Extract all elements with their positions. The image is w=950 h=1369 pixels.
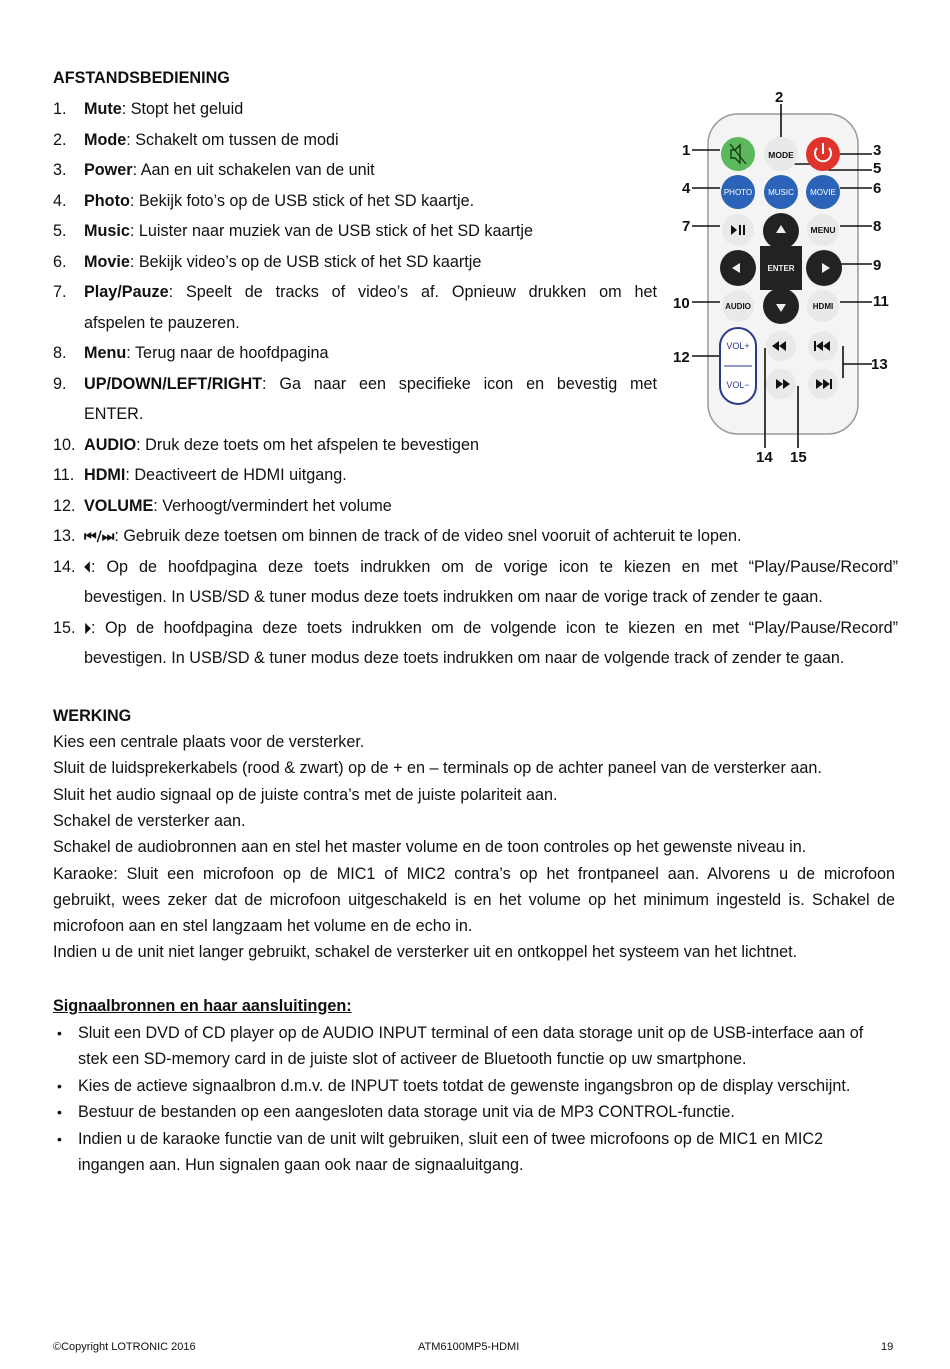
list-item-text (84, 613, 898, 644)
list-item-term: Photo (84, 191, 130, 210)
vol-down-label: VOL− (726, 380, 750, 390)
list-item-description: : Op de hoofdpagina deze toets indrukken om de volgende icon te kiezen en met “Play/Pause/Record” (91, 618, 898, 637)
list-item-text (84, 216, 657, 246)
list-item-description: : Stopt het geluid (121, 100, 244, 118)
werking-line: Karaoke: Sluit een microfoon op de MIC1 of MIC2 contra’s op het frontpaneel aan. Alvorens u de microfoon (53, 864, 895, 883)
callout-3: 3 (873, 142, 882, 159)
list-item-text (84, 430, 657, 460)
list-item-number: 6. (53, 252, 67, 271)
list-item-text (84, 552, 898, 583)
callout-6: 6 (873, 180, 882, 197)
callout-10: 10 (673, 295, 690, 312)
callout-15: 15 (790, 449, 807, 466)
list-item-term: HDMI (84, 466, 126, 484)
list-item-continuation: bevestigen. In USB/SD & tuner modus deze toets indrukken om naar de vorige track of zender te gaan. (84, 588, 823, 606)
list-item-continuation: afspelen te pauzeren. (84, 313, 240, 332)
vol-up-label: VOL+ (726, 341, 750, 351)
werking-line: Sluit de luidsprekerkabels (rood & zwart) op de + en – terminals op de achter paneel van de versterker aan. (53, 759, 822, 778)
callout-13: 13 (871, 356, 888, 373)
list-item (53, 521, 898, 551)
fast-forward-icon: ⏵ (84, 620, 91, 637)
list-item-term: Movie (84, 252, 130, 271)
list-item-text (84, 247, 657, 277)
list-item-number: 11. (53, 466, 75, 484)
list-item-number: 4. (53, 191, 67, 210)
list-item-text (84, 125, 657, 155)
list-item-text (84, 521, 898, 552)
enter-label: ENTER (767, 264, 795, 273)
list-item-term: Mute (84, 100, 122, 118)
list-item-text (84, 491, 657, 521)
list-item-text (84, 369, 657, 399)
callout-12: 12 (673, 349, 690, 366)
list-item-number: 2. (53, 130, 67, 149)
callout-2: 2 (775, 89, 784, 106)
bullet-icon: • (57, 1025, 62, 1041)
werking-line: Sluit het audio signaal op de juiste contra’s met de juiste polariteit aan. (53, 785, 558, 804)
list-item-continuation: ENTER. (84, 405, 144, 423)
menu-label: MENU (810, 225, 836, 235)
callout-5: 5 (873, 160, 882, 177)
list-item-description: : Aan en uit schakelen van de unit (132, 161, 375, 179)
section-heading-signaalbronnen: Signaalbronnen en haar aansluitingen: (53, 997, 352, 1015)
list-item-description: : Speelt de tracks of video’s af. Opnieuw drukken om het (168, 283, 657, 301)
bullet-icon: • (57, 1077, 62, 1094)
list-item-number: 3. (53, 161, 67, 179)
list-item-term: Menu (84, 344, 127, 362)
list-item-number: 8. (53, 344, 67, 362)
list-item-description: : Schakelt om tussen de modi (126, 130, 339, 149)
list-item-description: : Verhoogt/vermindert het volume (153, 496, 392, 515)
list-item-number: 15. (53, 618, 76, 637)
list-item-number: 1. (53, 100, 67, 118)
list-item-number: 13. (53, 527, 76, 545)
list-item-number: 7. (53, 283, 67, 301)
list-item-text (84, 186, 657, 216)
music-label: MUSIC (768, 188, 794, 197)
list-item-description: : Ga naar een specifieke icon en bevestig met (262, 374, 657, 393)
list-item-description: : Terug naar de hoofdpagina (126, 344, 329, 362)
list-item-term: Power (84, 161, 133, 179)
list-item-text (84, 277, 657, 307)
list-item-term: UP/DOWN/LEFT/RIGHT (84, 374, 263, 393)
list-item (53, 613, 898, 643)
callout-4: 4 (682, 180, 691, 197)
rewind-icon: ⏴ (84, 559, 91, 576)
list-item-description: : Bekijk video’s op de USB stick of het SD kaartje (129, 252, 482, 271)
list-item-text (84, 460, 657, 490)
list-item-number: 5. (53, 222, 67, 240)
movie-label: MOVIE (810, 188, 836, 197)
section-heading-werking: WERKING (53, 707, 132, 725)
list-item-number: 14. (53, 557, 76, 576)
bullet-line: Kies de actieve signaalbron d.m.v. de INPUT toets totdat de gewenste ingangsbron op de display verschijnt. (78, 1076, 851, 1095)
list-item-description: : Deactiveert de HDMI uitgang. (125, 466, 347, 484)
list-item-term: Mode (84, 130, 127, 149)
werking-line: Indien u de unit niet langer gebruikt, schakel de versterker uit en ontkoppel het systeem van het lichtnet. (53, 943, 798, 962)
audio-label: AUDIO (725, 302, 751, 311)
callout-7: 7 (682, 218, 691, 235)
list-item-description: : Bekijk foto’s op de USB stick of het SD kaartje. (129, 191, 475, 210)
list-item-term: Music (84, 222, 130, 240)
werking-line: gebruikt, wees zeker dat de microfoon uitgeschakeld is en het volume op het minimum ingesteld is. Schakel de (53, 890, 895, 909)
bullet-line: ingangen aan. Hun signalen gaan ook naar de signaaluitgang. (78, 1156, 524, 1174)
mode-label: MODE (768, 150, 794, 160)
skip-icon: ⏮/⏭ (84, 529, 115, 545)
list-item (53, 552, 898, 582)
werking-line: microfoon aan en stel langzaam het volume en de echo in. (53, 917, 473, 936)
bullet-line: stek een SD-memory card in de juiste slot of activeer de Bluetooth functie op uw smartphone. (78, 1050, 747, 1069)
list-item-text (84, 338, 657, 368)
list-item-continuation: bevestigen. In USB/SD & tuner modus deze toets indrukken om naar de volgende track of zender te gaan. (84, 649, 845, 667)
footer-page-number: 19 (881, 1341, 894, 1353)
werking-line: Schakel de versterker aan. (53, 811, 246, 830)
play-pause-button[interactable] (722, 214, 754, 246)
photo-label: PHOTO (723, 188, 753, 197)
werking-line: Schakel de audiobronnen aan en stel het master volume en de toon controles op het gewenste niveau in. (53, 838, 807, 857)
list-item-term: VOLUME (84, 496, 154, 515)
bullet-line: Indien u de karaoke functie van de unit wilt gebruiken, sluit een of twee microfoons op de MIC1 en MIC2 (78, 1129, 824, 1148)
bullet-icon: • (57, 1130, 62, 1147)
list-item-term: Play/Pauze (84, 283, 169, 301)
list-item-description: : Druk deze toets om het afspelen te bevestigen (136, 435, 480, 454)
list-item-number: 9. (53, 374, 67, 393)
callout-8: 8 (873, 218, 882, 235)
list-item-description: : Op de hoofdpagina deze toets indrukken om de vorige icon te kiezen en met “Play/Pause/Record” (91, 557, 898, 576)
footer-copyright: ©Copyright LOTRONIC 2016 (53, 1341, 196, 1353)
footer-model: ATM6100MP5-HDMI (418, 1341, 520, 1353)
list-item-number: 12. (53, 496, 76, 515)
werking-line: Kies een centrale plaats voor de versterker. (53, 733, 365, 751)
list-item-text (84, 94, 657, 124)
hdmi-label: HDMI (812, 302, 834, 311)
list-item-description: : Gebruik deze toetsen om binnen de track of de video snel vooruit of achteruit te lopen. (114, 527, 742, 545)
list-item-text (84, 155, 657, 185)
list-item-description: : Luister naar muziek van de USB stick of het SD kaartje (129, 222, 533, 240)
bullet-line: Bestuur de bestanden op een aangesloten data storage unit via de MP3 CONTROL-functie. (78, 1103, 735, 1122)
remote-control-illustration (668, 86, 898, 466)
list-item (53, 491, 898, 521)
section-heading-afstandsbediening: AFSTANDSBEDIENING (53, 69, 230, 87)
list-item-term: AUDIO (84, 435, 137, 454)
callout-9: 9 (873, 257, 882, 274)
bullet-line: Sluit een DVD of CD player op de AUDIO INPUT terminal of een data storage unit op de USB-interface aan of (78, 1024, 864, 1042)
callout-14: 14 (756, 449, 773, 466)
list-item-number: 10. (53, 435, 76, 454)
callout-11: 11 (873, 293, 889, 310)
bullet-icon: • (57, 1104, 62, 1121)
callout-1: 1 (682, 142, 691, 159)
